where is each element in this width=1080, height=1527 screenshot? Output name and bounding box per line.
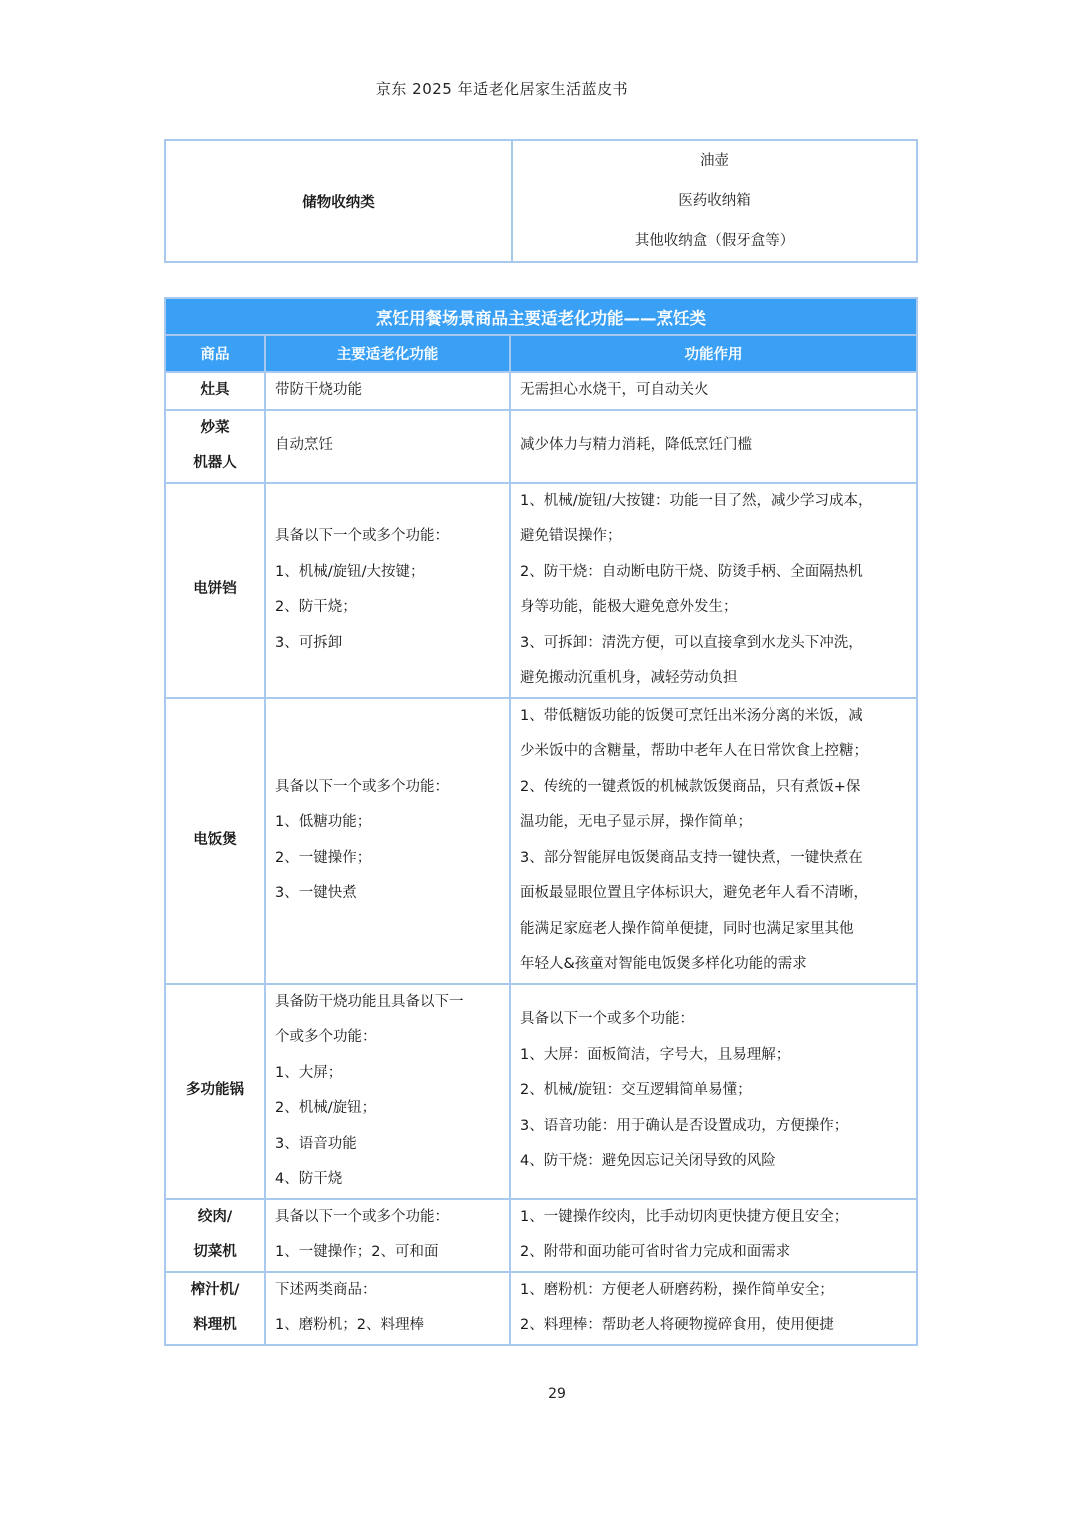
effects-cell — [510, 410, 917, 483]
effects-line: 避免搬动沉重机身，减轻劳动负担 — [520, 670, 738, 686]
items-cell — [512, 140, 917, 262]
category-cell: 储物收纳类 — [165, 140, 512, 262]
product-line: 多功能锅 — [186, 1082, 244, 1099]
product-line: 电饼铛 — [193, 581, 237, 598]
features-line: 带防干烧功能 — [275, 382, 362, 398]
features-line: 1、磨粉机；2、料理棒 — [275, 1317, 424, 1333]
features-line: 3、语音功能 — [275, 1135, 357, 1152]
features-line: 具备防干烧功能且具备以下一 — [275, 993, 464, 1010]
table-title-row — [165, 298, 917, 335]
effects-line: 2、传统的一键煮饭的机械款饭煲商品，只有煮饭+保 — [520, 778, 861, 795]
list-item: 油壶 — [700, 153, 729, 169]
effects-line: 2、机械/旋钮：交互逻辑简单易懂； — [520, 1082, 752, 1099]
features-line: 下述两类商品： — [275, 1281, 377, 1298]
features-line: 2、一键操作； — [275, 849, 372, 866]
product-line: 绞肉/ — [197, 1208, 233, 1225]
effects-line: 1、磨粉机：方便老人研磨药粉，操作简单安全； — [520, 1281, 834, 1298]
column-header-features: 主要适老化功能 — [265, 335, 510, 372]
effects-line: 3、可拆卸：清洗方便，可以直接拿到水龙头下冲洗， — [520, 634, 863, 651]
features-line: 具备以下一个或多个功能： — [275, 528, 449, 544]
effects-line: 具备以下一个或多个功能： — [520, 1011, 694, 1028]
features-line: 4、防干烧 — [275, 1171, 343, 1187]
effects-cell — [510, 698, 917, 984]
product-line: 料理机 — [193, 1317, 237, 1333]
effects-line: 1、带低糖饭功能的饭煲可烹饪出米汤分离的米饭，减 — [520, 707, 863, 724]
effects-cell — [510, 1272, 917, 1345]
features-cell — [265, 483, 510, 698]
effects-cell — [510, 1199, 917, 1272]
effects-line: 2、防干烧：自动断电防干烧、防烫手柄、全面隔热机 — [520, 563, 863, 580]
effects-cell — [510, 483, 917, 698]
table-row — [165, 1272, 917, 1345]
product-line: 炒菜 — [200, 419, 230, 436]
features-line: 1、机械/旋钮/大按键； — [275, 563, 425, 580]
features-cell — [265, 698, 510, 984]
table-row — [165, 140, 917, 262]
product-cell — [165, 483, 265, 698]
features-line: 自动烹饪 — [275, 437, 333, 454]
table-header-row — [165, 335, 917, 372]
effects-line: 1、机械/旋钮/大按键：功能一目了然，减少学习成本， — [520, 492, 873, 509]
table-row — [165, 984, 917, 1199]
effects-line: 身等功能，能极大避免意外发生； — [520, 599, 738, 615]
table-row — [165, 372, 917, 410]
page-number: 29 — [548, 1386, 566, 1402]
effects-line: 温功能，无电子显示屏，操作简单； — [520, 814, 752, 830]
table-row — [165, 698, 917, 984]
product-cell — [165, 984, 265, 1199]
effects-line: 1、大屏：面板简洁，字号大，且易理解； — [520, 1046, 791, 1063]
column-header-effects: 功能作用 — [510, 335, 917, 372]
cooking-function-table — [164, 297, 918, 1346]
effects-line: 4、防干烧：避免因忘记关闭导致的风险 — [520, 1153, 776, 1170]
effects-line: 面板最显眼位置且字体标识大，避免老年人看不清晰， — [520, 885, 868, 901]
effects-line: 3、语音功能：用于确认是否设置成功，方便操作； — [520, 1117, 849, 1134]
table-row — [165, 1199, 917, 1272]
effects-line: 3、部分智能屏电饭煲商品支持一键快煮，一键快煮在 — [520, 849, 863, 866]
features-line: 2、机械/旋钮； — [275, 1100, 377, 1116]
features-line: 3、一键快煮 — [275, 885, 357, 901]
product-cell — [165, 410, 265, 483]
features-line: 1、低糖功能； — [275, 814, 372, 830]
effects-line: 少米饭中的含糖量，帮助中老年人在日常饮食上控糖； — [520, 743, 868, 759]
features-cell — [265, 984, 510, 1199]
table-title: 烹饪用餐场景商品主要适老化功能——烹饪类 — [165, 298, 917, 335]
product-line: 榨汁机/ — [190, 1281, 240, 1298]
features-line: 具备以下一个或多个功能： — [275, 1208, 449, 1225]
list-item: 其他收纳盒（假牙盒等） — [634, 233, 795, 249]
column-header-product: 商品 — [165, 335, 265, 372]
effects-line: 减少体力与精力消耗，降低烹饪门槛 — [520, 437, 752, 454]
product-line: 机器人 — [193, 455, 237, 471]
product-line: 灶具 — [200, 382, 230, 398]
product-line: 切菜机 — [193, 1244, 237, 1260]
features-line: 1、大屏； — [275, 1064, 343, 1081]
effects-line: 1、一键操作绞肉，比手动切肉更快捷方便且安全； — [520, 1208, 849, 1225]
features-cell — [265, 410, 510, 483]
features-line: 1、一键操作；2、可和面 — [275, 1244, 439, 1260]
features-cell — [265, 1199, 510, 1272]
effects-line: 能满足家庭老人操作简单便捷，同时也满足家里其他 — [520, 920, 854, 937]
product-cell — [165, 1199, 265, 1272]
features-cell — [265, 372, 510, 410]
effects-cell — [510, 372, 917, 410]
features-line: 3、可拆卸 — [275, 634, 343, 651]
effects-line: 避免错误操作； — [520, 528, 622, 544]
table-row — [165, 410, 917, 483]
effects-line: 无需担心水烧干，可自动关火 — [520, 382, 709, 398]
effects-line: 2、附带和面功能可省时省力完成和面需求 — [520, 1244, 791, 1260]
storage-table — [164, 139, 918, 263]
features-line: 2、防干烧； — [275, 599, 357, 615]
features-cell — [265, 1272, 510, 1345]
effects-line: 年轻人&孩童对智能电饭煲多样化功能的需求 — [520, 956, 807, 972]
effects-cell — [510, 984, 917, 1199]
page-header-title: 京东 2025 年适老化居家生活蓝皮书 — [375, 80, 629, 98]
product-cell — [165, 1272, 265, 1345]
features-line: 个或多个功能： — [275, 1029, 377, 1045]
table-row — [165, 483, 917, 698]
effects-line: 2、料理棒：帮助老人将硬物搅碎食用，使用便捷 — [520, 1317, 834, 1333]
product-cell — [165, 698, 265, 984]
product-cell — [165, 372, 265, 410]
list-item: 医药收纳箱 — [678, 193, 751, 209]
product-line: 电饭煲 — [193, 831, 237, 848]
features-line: 具备以下一个或多个功能： — [275, 778, 449, 795]
